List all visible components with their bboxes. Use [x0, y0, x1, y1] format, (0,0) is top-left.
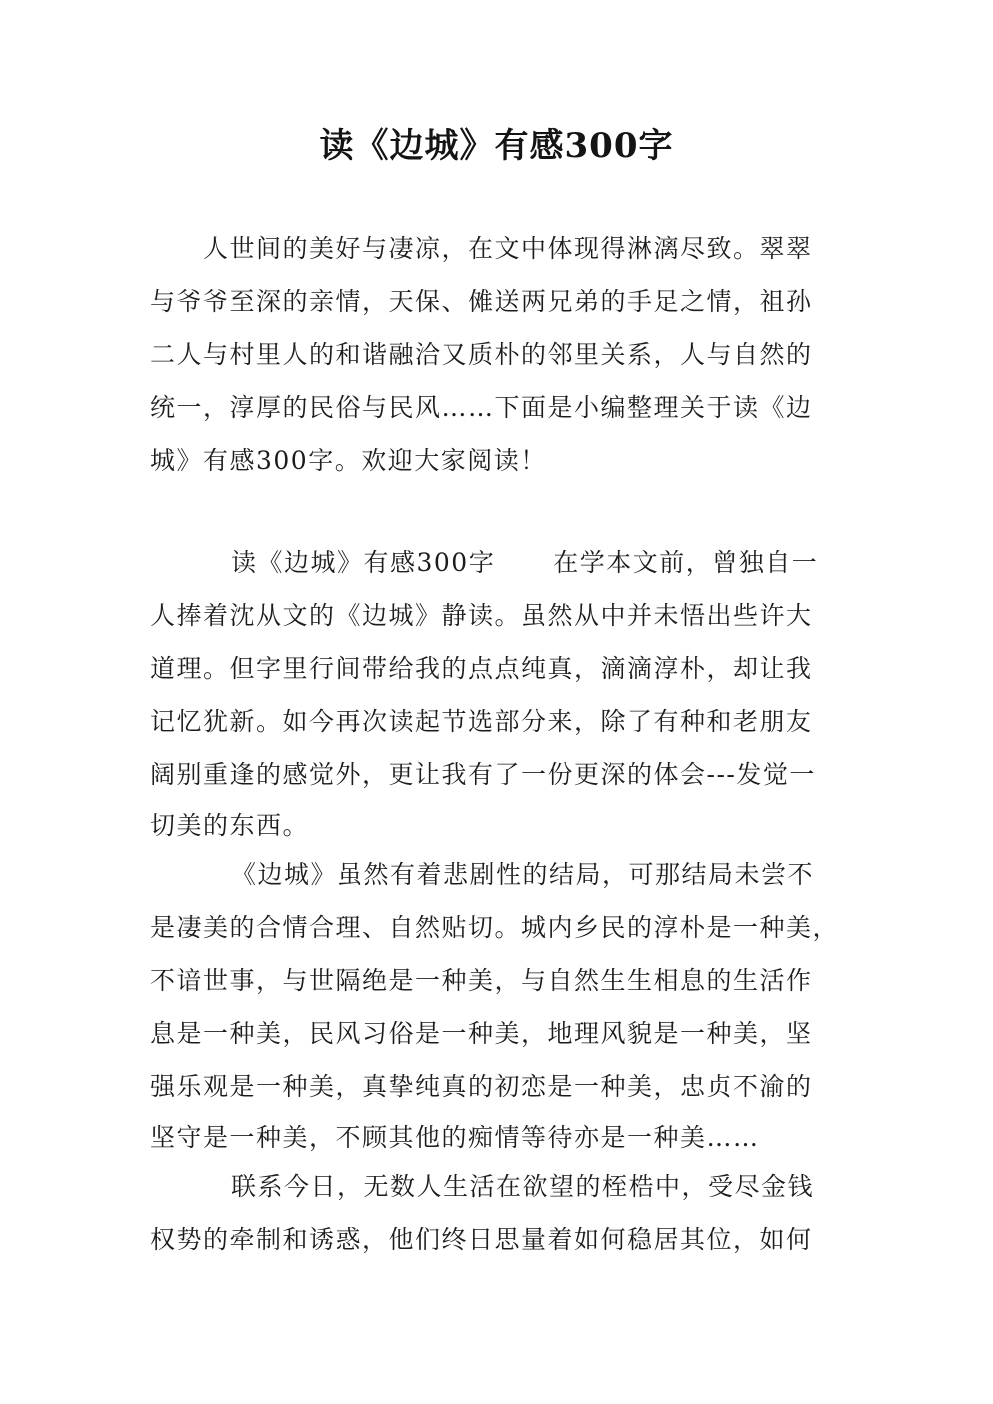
p3-line-2: 权势的牵制和诱惑，他们终日思量着如何稳居其位，如何: [150, 1225, 813, 1254]
page-title: 读《边城》有感300字: [319, 126, 674, 166]
p1-line-4: 记忆犹新。如今再次读起节选部分来，除了有种和老朋友: [150, 707, 813, 736]
p1-line-2: 人捧着沈从文的《边城》静读。虽然从中并未悟出些许大: [150, 601, 813, 630]
p2-line-4: 息是一种美，民风习俗是一种美，地理风貌是一种美，坚: [150, 1019, 813, 1048]
intro-line-3: 二人与村里人的和谐融洽又质朴的邻里关系，人与自然的: [150, 340, 813, 369]
intro-line-5: 城》有感300字。欢迎大家阅读！: [150, 446, 547, 475]
intro-line-1: 人世间的美好与凄凉，在文中体现得淋漓尽致。翠翠: [203, 234, 813, 263]
p1-line-5: 阔别重逢的感觉外，更让我有了一份更深的体会---发觉一: [150, 760, 816, 789]
p1-first: 在学本文前，曾独自一: [553, 548, 819, 577]
p1-line-3: 道理。但字里行间带给我的点点纯真，滴滴淳朴，却让我: [150, 654, 813, 683]
p1-line-1: [231, 543, 818, 583]
p3-line-1: 联系今日，无数人生活在欲望的桎梏中，受尽金钱: [231, 1172, 815, 1201]
p2-line-6: 坚守是一种美，不顾其他的痴情等待亦是一种美……: [150, 1123, 760, 1152]
p2-line-2: 是凄美的合情合理、自然贴切。城内乡民的淳朴是一种美，: [150, 913, 840, 942]
p2-line-3: 不谙世事，与世隔绝是一种美，与自然生生相息的生活作: [150, 966, 813, 995]
intro-line-2: 与爷爷至深的亲情，天保、傩送两兄弟的手足之情，祖孙: [150, 287, 813, 316]
p2-line-1: 《边城》虽然有着悲剧性的结局，可那结局未尝不: [231, 860, 815, 889]
p1-line-6: 切美的东西。: [150, 811, 310, 840]
p2-line-5: 强乐观是一种美，真挚纯真的初恋是一种美，忠贞不渝的: [150, 1072, 813, 1101]
intro-line-4: 统一，淳厚的民俗与民风……下面是小编整理关于读《边: [150, 393, 813, 422]
section-heading: 读《边城》有感300字: [231, 548, 496, 577]
